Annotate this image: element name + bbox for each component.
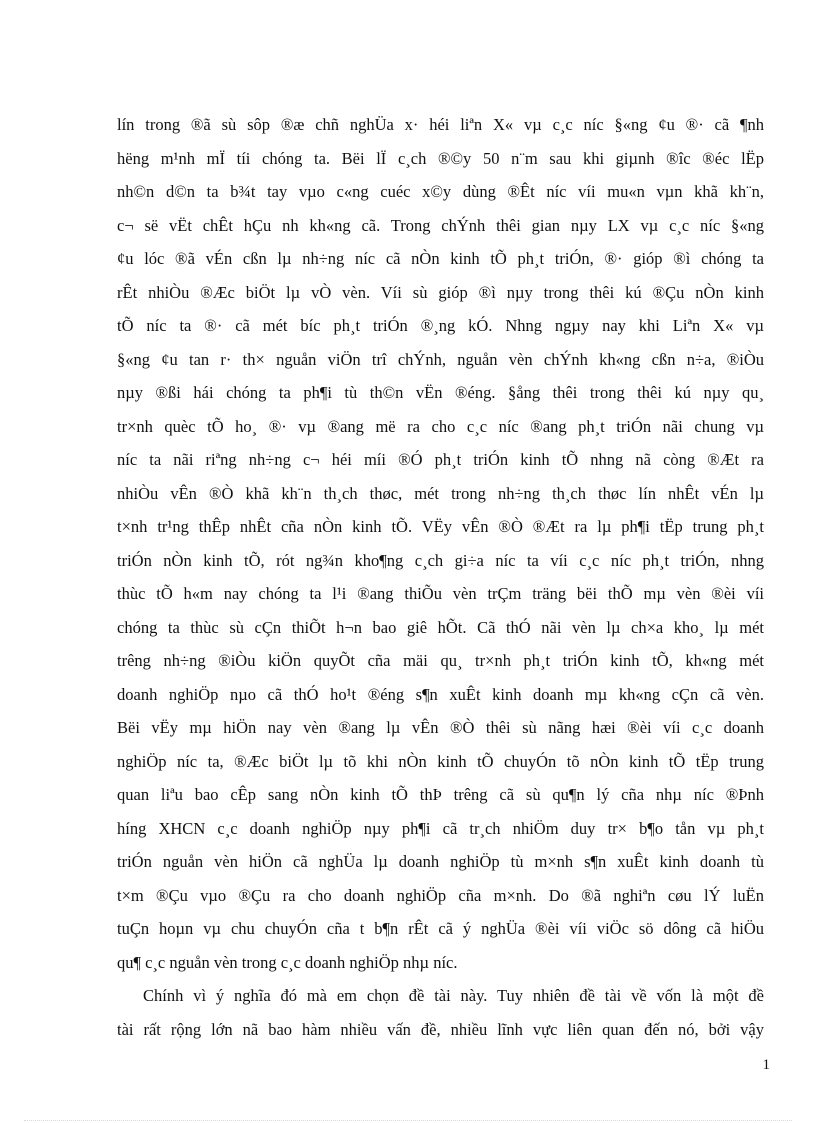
text-line: nhiÒu vÊn ®Ò khã kh¨n th¸ch thøc, mét trong nh÷ng th¸ch thøc lín nhÊt vÉn lµ: [117, 483, 764, 503]
paragraph-1: [117, 108, 764, 979]
text-line: rÊt nhiÒu ®Æc biÖt lµ vÒ vèn. Víi sù gióp ®ì nµy trong thêi kú ®Çu nÒn kinh: [117, 282, 764, 302]
text-line: t×nh tr¹ng thÊp nhÊt cña nÒn kinh tÕ. VËy vÊn ®Ò ®Æt ra lµ ph¶i tËp trung ph¸t: [117, 517, 764, 536]
text-line: ¢u lóc ®ã vÉn cßn lµ nh÷ng níc cã nÒn kinh tÕ ph¸t triÓn, ®· gióp ®ì chóng ta: [117, 249, 764, 268]
page-number: 1: [762, 1057, 770, 1073]
text-line: qu¶ c¸c nguån vèn trong c¸c doanh nghiÖp nhµ níc.: [117, 952, 458, 972]
text-line: híng XHCN c¸c doanh nghiÖp nµy ph¶i cã tr¸ch nhiÖm duy tr× b¶o tån vµ ph¸t: [117, 818, 764, 838]
text-line: tr×nh quèc tÕ ho¸ ®· vµ ®ang më ra cho c¸c níc ®ang ph¸t triÓn nãi chung vµ: [117, 416, 764, 436]
text-line: tÕ níc ta ®· cã mét bíc ph¸t triÓn ®¸ng kÓ. Nhng ngµy nay khi Liªn X« vµ: [117, 316, 764, 335]
text-line: doanh nghiÖp nµo cã thÓ ho¹t ®éng s¶n xuÊt kinh doanh mµ kh«ng cÇn cã vèn.: [117, 684, 764, 704]
text-line: tuÇn hoµn vµ chu chuyÓn cña t b¶n rÊt cã ý nghÜa ®èi víi viÖc sö dông cã hiÖu: [117, 919, 764, 938]
body-text: [117, 108, 764, 1046]
text-line: t×m ®Çu vµo ®Çu ra cho doanh nghiÖp cña m×nh. Do ®ã nghiªn cøu lÝ luËn: [117, 885, 764, 905]
text-line: lín trong ®ã sù sôp ®æ chñ nghÜa x· héi liªn X« vµ c¸c níc §«ng ¢u ®· cã ¶nh: [117, 115, 764, 134]
text-line: c¬ së vËt chÊt hÇu nh kh«ng cã. Trong chÝnh thêi gian nµy LX vµ c¸c níc §«ng: [117, 215, 764, 235]
text-line: chóng ta thùc sù cÇn thiÕt h¬n bao giê hÕt. Cã thÓ nãi vèn lµ ch×a kho¸ lµ mét: [117, 617, 764, 637]
text-line: níc ta nãi riªng nh÷ng c¬ héi míi ®Ó ph¸t triÓn kinh tÕ nhng nã còng ®Æt ra: [117, 450, 764, 469]
text-line: nµy ®ßi hái chóng ta ph¶i tù th©n vËn ®éng. §ång thêi trong thêi kú nµy qu¸: [117, 383, 764, 402]
paragraph-2: [117, 979, 764, 1046]
text-line: §«ng ¢u tan r· th× nguån viÖn trî chÝnh, nguån vèn chÝnh kh«ng cßn n÷a, ®iÒu: [117, 349, 764, 369]
text-line: Bëi vËy mµ hiÖn nay vèn ®ang lµ vÊn ®Ò thêi sù nãng hæi ®èi víi c¸c doanh: [117, 718, 764, 737]
text-line: thùc tÕ h«m nay chóng ta l¹i ®ang thiÕu vèn trÇm träng bëi thÕ mµ vèn ®èi víi: [117, 584, 764, 603]
text-line: nh©n d©n ta b¾t tay vµo c«ng cuéc x©y dùng ®Êt níc víi mu«n vµn khã kh¨n,: [117, 182, 764, 201]
text-line: tài rất rộng lớn nã bao hàm nhiều vấn đề, nhiều lĩnh vực liên quan đến nó, bởi vậy: [117, 1019, 764, 1039]
text-line: triÓn nguån vèn hiÖn cã nghÜa lµ doanh nghiÖp tù m×nh s¶n xuÊt kinh doanh tù: [117, 852, 764, 871]
text-line: hëng m¹nh mÏ tíi chóng ta. Bëi lÏ c¸ch ®©y 50 n¨m sau khi giµnh ®îc ®éc lËp: [117, 148, 764, 168]
text-line: nghiÖp níc ta, ®Æc biÖt lµ tõ khi nÒn kinh tÕ chuyÓn tõ nÒn kinh tÕ tËp trung: [117, 751, 764, 771]
text-line: quan liªu bao cÊp sang nÒn kinh tÕ thÞ trêng cã sù qu¶n lý cña nhµ níc ®Þnh: [117, 785, 764, 804]
text-line: triÓn nÒn kinh tÕ, rót ng¾n kho¶ng c¸ch gi÷a níc ta víi c¸c níc ph¸t triÓn, nhng: [117, 550, 764, 570]
text-line: trêng nh÷ng ®iÒu kiÖn quyÕt cña mäi qu¸ tr×nh ph¸t triÓn kinh tÕ, kh«ng mét: [117, 651, 764, 670]
page-edge-divider: [24, 1120, 792, 1121]
text-line: Chính vì ý nghĩa đó mà em chọn đề tài này. Tuy nhiên đề tài về vốn là một đề: [143, 986, 764, 1005]
